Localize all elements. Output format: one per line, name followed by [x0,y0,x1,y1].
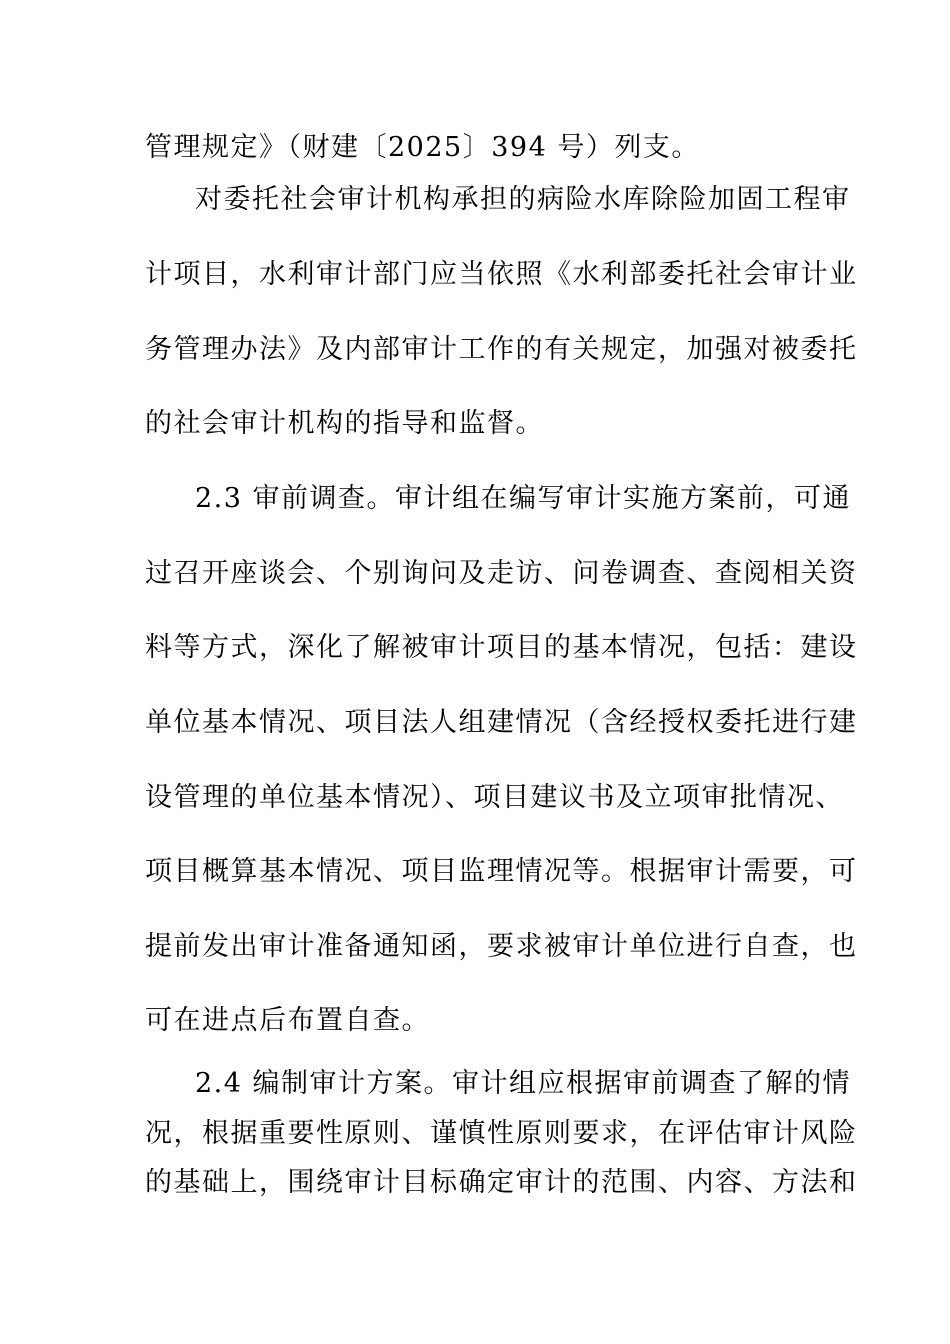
paragraph-start-line: 对委托社会审计机构承担的病险水库除险加固工程审 [195,184,851,215]
text-line: 提前发出审计准备通知函，要求被审计单位进行自查，也 [145,931,858,962]
text-line: 管理规定》（财建〔2025〕394 号）列支。 [145,132,700,163]
text-line: 可在进点后布置自查。 [145,1005,430,1036]
text-line: 过召开座谈会、个别询问及走访、问卷调查、查阅相关资 [145,558,858,589]
text-line: 料等方式，深化了解被审计项目的基本情况，包括：建设 [145,632,858,663]
text-line: 单位基本情况、项目法人组建情况（含经授权委托进行建 [145,707,858,738]
text-line: 的基础上，围绕审计目标确定审计的范围、内容、方法和 [145,1167,858,1198]
text-line: 的社会审计机构的指导和监督。 [145,408,544,439]
section-heading-line: 2.4 编制审计方案。审计组应根据审前调查了解的情 [195,1068,852,1099]
text-line: 项目概算基本情况、项目监理情况等。根据审计需要，可 [145,856,858,887]
text-line: 务管理办法》及内部审计工作的有关规定，加强对被委托 [145,334,858,365]
text-line: 况，根据重要性原则、谨慎性原则要求，在评估审计风险 [145,1118,858,1149]
text-line: 设管理的单位基本情况）、项目建议书及立项审批情况、 [145,782,844,813]
text-line: 计项目，水利审计部门应当依照《水利部委托社会审计业 [145,259,858,290]
section-heading-line: 2.3 审前调查。审计组在编写审计实施方案前，可通 [195,483,852,514]
